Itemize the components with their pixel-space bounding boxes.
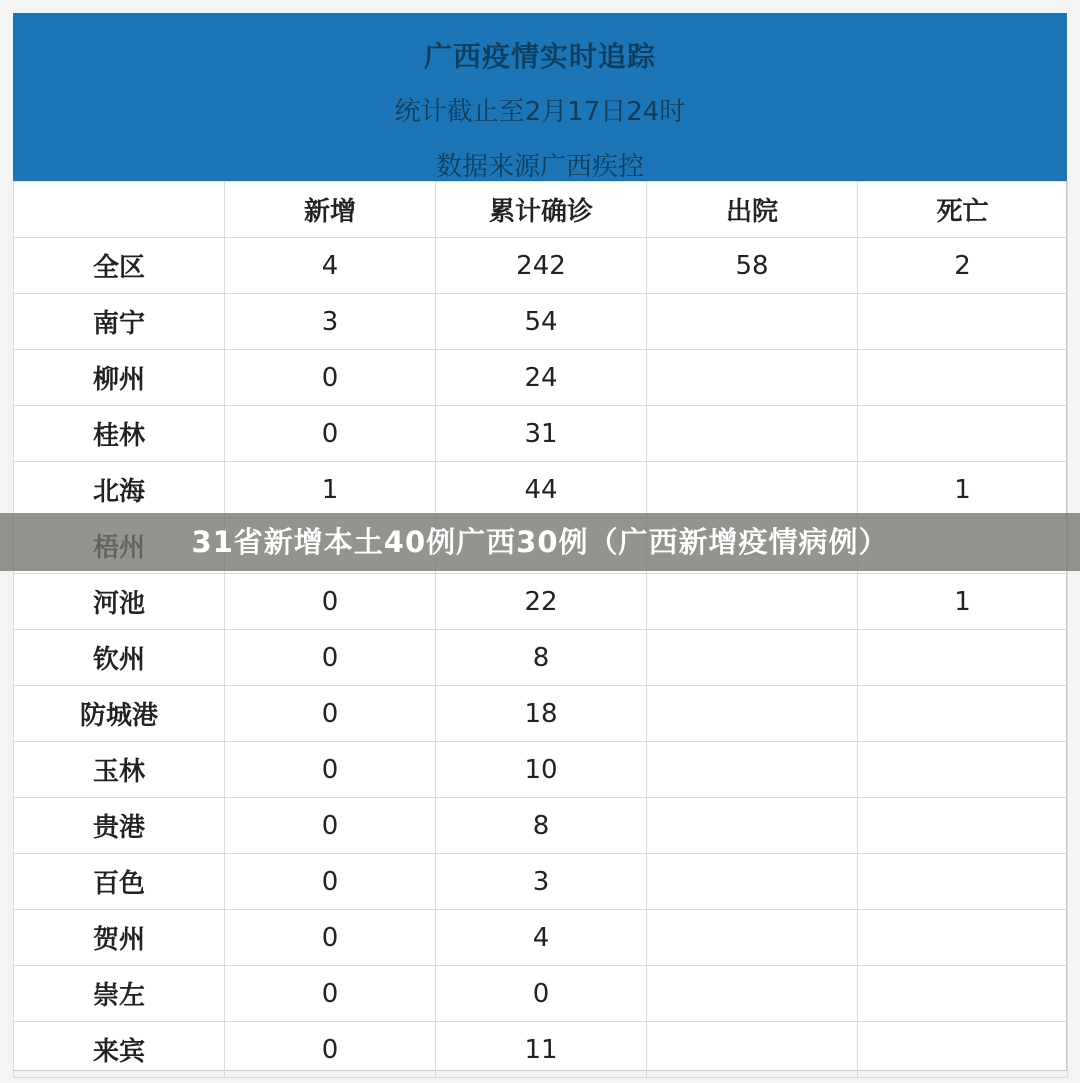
cell-region: 钦州 bbox=[14, 630, 225, 686]
cell-deaths: 1 bbox=[858, 462, 1068, 518]
cell-new: 3 bbox=[225, 294, 436, 350]
cell-deaths: 2 bbox=[858, 238, 1068, 294]
cell-region: 贺州 bbox=[14, 910, 225, 966]
cell-cumulative: 24 bbox=[436, 350, 647, 406]
cell-discharged bbox=[647, 910, 858, 966]
table-row bbox=[14, 294, 1068, 350]
cell-cumulative: 54 bbox=[436, 294, 647, 350]
cell-discharged bbox=[647, 294, 858, 350]
table-row bbox=[14, 238, 1068, 294]
table-row bbox=[14, 350, 1068, 406]
cell-deaths bbox=[858, 966, 1068, 1022]
cell-new: 0 bbox=[225, 1022, 436, 1078]
cell-discharged bbox=[647, 406, 858, 462]
cell-deaths bbox=[858, 294, 1068, 350]
table-row bbox=[14, 462, 1068, 518]
data-source-note: 数据来源广西疾控 bbox=[435, 152, 644, 182]
cell-cumulative: 44 bbox=[436, 462, 647, 518]
cell-cumulative: 11 bbox=[436, 1022, 647, 1078]
cell-cumulative: 8 bbox=[436, 798, 647, 854]
cell-cumulative: 10 bbox=[436, 742, 647, 798]
cell-deaths bbox=[858, 854, 1068, 910]
cell-new: 0 bbox=[225, 966, 436, 1022]
headline-overlay-text: 31省新增本土40例广西30例（广西新增疫情病例） bbox=[191, 525, 889, 559]
table-row bbox=[14, 798, 1068, 854]
cell-cumulative: 4 bbox=[436, 910, 647, 966]
column-header-region bbox=[14, 182, 225, 238]
table-body bbox=[14, 238, 1068, 1078]
cell-cumulative: 8 bbox=[436, 630, 647, 686]
table-row bbox=[14, 966, 1068, 1022]
table-row bbox=[14, 630, 1068, 686]
cell-discharged bbox=[647, 854, 858, 910]
cell-discharged bbox=[647, 630, 858, 686]
cell-discharged bbox=[647, 462, 858, 518]
cell-new: 0 bbox=[225, 406, 436, 462]
table-header-banner bbox=[13, 13, 1067, 181]
column-header-deaths: 死亡 bbox=[858, 182, 1068, 238]
cell-discharged bbox=[647, 350, 858, 406]
cell-cumulative: 31 bbox=[436, 406, 647, 462]
cell-cumulative: 242 bbox=[436, 238, 647, 294]
column-header-discharged: 出院 bbox=[647, 182, 858, 238]
cell-cumulative: 0 bbox=[436, 966, 647, 1022]
cell-discharged bbox=[647, 686, 858, 742]
cell-region: 桂林 bbox=[14, 406, 225, 462]
cell-new: 0 bbox=[225, 686, 436, 742]
cell-new: 0 bbox=[225, 742, 436, 798]
cell-region: 来宾 bbox=[14, 1022, 225, 1078]
table-row bbox=[14, 854, 1068, 910]
cell-discharged: 58 bbox=[647, 238, 858, 294]
statistics-cutoff-note: 统计截止至2月17日24时 bbox=[394, 97, 686, 127]
cell-deaths bbox=[858, 686, 1068, 742]
table-row bbox=[14, 406, 1068, 462]
table-header-row bbox=[14, 182, 1068, 238]
cell-deaths bbox=[858, 630, 1068, 686]
cell-deaths bbox=[858, 350, 1068, 406]
cell-new: 0 bbox=[225, 630, 436, 686]
cell-deaths bbox=[858, 1022, 1068, 1078]
cell-deaths bbox=[858, 406, 1068, 462]
cell-region: 防城港 bbox=[14, 686, 225, 742]
cell-discharged bbox=[647, 966, 858, 1022]
cell-cumulative: 22 bbox=[436, 574, 647, 630]
cell-deaths bbox=[858, 742, 1068, 798]
cell-region: 贵港 bbox=[14, 798, 225, 854]
cell-deaths bbox=[858, 910, 1068, 966]
cell-new: 0 bbox=[225, 574, 436, 630]
page-title: 广西疫情实时追踪 bbox=[423, 40, 656, 73]
cell-new: 0 bbox=[225, 910, 436, 966]
table-row bbox=[14, 574, 1068, 630]
cell-region: 南宁 bbox=[14, 294, 225, 350]
cell-discharged bbox=[647, 574, 858, 630]
cell-cumulative: 3 bbox=[436, 854, 647, 910]
cell-region: 北海 bbox=[14, 462, 225, 518]
table-row bbox=[14, 1022, 1068, 1078]
cell-region: 柳州 bbox=[14, 350, 225, 406]
cell-discharged bbox=[647, 1022, 858, 1078]
column-header-new: 新增 bbox=[225, 182, 436, 238]
cell-region: 河池 bbox=[14, 574, 225, 630]
cell-new: 1 bbox=[225, 462, 436, 518]
cell-deaths bbox=[858, 798, 1068, 854]
cell-new: 0 bbox=[225, 798, 436, 854]
cell-region: 玉林 bbox=[14, 742, 225, 798]
cell-discharged bbox=[647, 742, 858, 798]
cell-discharged bbox=[647, 798, 858, 854]
cell-cumulative: 18 bbox=[436, 686, 647, 742]
table-row bbox=[14, 686, 1068, 742]
cell-new: 0 bbox=[225, 350, 436, 406]
cell-new: 0 bbox=[225, 854, 436, 910]
column-header-cumulative: 累计确诊 bbox=[436, 182, 647, 238]
cell-region: 百色 bbox=[14, 854, 225, 910]
epidemic-data-table bbox=[13, 181, 1068, 1078]
table-row bbox=[14, 910, 1068, 966]
cell-region: 崇左 bbox=[14, 966, 225, 1022]
cell-new: 4 bbox=[225, 238, 436, 294]
cell-region: 全区 bbox=[14, 238, 225, 294]
headline-overlay-bar bbox=[0, 513, 1080, 571]
table-row bbox=[14, 742, 1068, 798]
cell-deaths: 1 bbox=[858, 574, 1068, 630]
